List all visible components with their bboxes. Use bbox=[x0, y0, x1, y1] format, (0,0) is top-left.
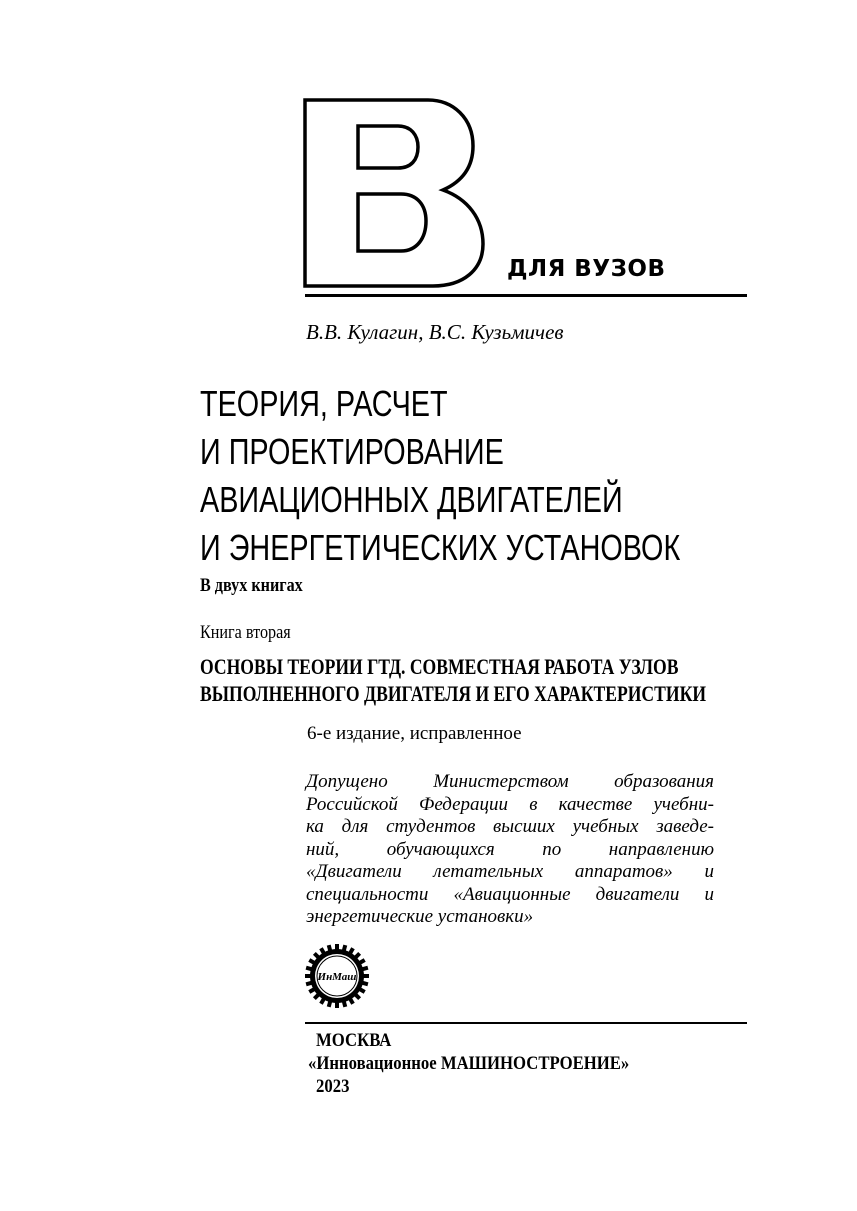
title-line: АВИАЦИОННЫХ ДВИГАТЕЛЕЙ bbox=[200, 479, 623, 520]
approval-line: специальности «Авиационные двигатели и bbox=[306, 883, 714, 905]
book-number: Книга вторая bbox=[200, 622, 291, 643]
subtitle-line: ОСНОВЫ ТЕОРИИ ГТД. СОВМЕСТНАЯ РАБОТА УЗЛОВ bbox=[200, 654, 679, 679]
approval-line: Допущено Министерством образования bbox=[306, 771, 714, 792]
series-label: ДЛЯ ВУЗОВ bbox=[507, 256, 666, 282]
divider-top bbox=[305, 294, 747, 297]
books-count: В двух книгах bbox=[200, 575, 303, 596]
approval-line: Российской Федерации в качестве учебни- bbox=[306, 793, 714, 815]
imprint bbox=[308, 1029, 673, 1098]
book-subtitle bbox=[200, 653, 833, 707]
title-line: И ПРОЕКТИРОВАНИЕ bbox=[200, 431, 504, 472]
approval-line: ний, обучающихся по направлению bbox=[306, 838, 714, 860]
approval-note bbox=[306, 771, 714, 929]
imprint-city: МОСКВА bbox=[316, 1030, 392, 1051]
divider-bottom bbox=[305, 1022, 747, 1024]
approval-line: «Двигатели летательных аппаратов» и bbox=[306, 861, 714, 882]
emblem-text: ИнМаш bbox=[317, 971, 357, 983]
book-title bbox=[200, 380, 800, 572]
gear-emblem-icon bbox=[304, 943, 370, 1009]
approval-line: энергетические установки» bbox=[306, 906, 534, 927]
title-line: ТЕОРИЯ, РАСЧЕТ bbox=[200, 383, 448, 424]
imprint-year: 2023 bbox=[316, 1076, 350, 1097]
subtitle-line: ВЫПОЛНЕННОГО ДВИГАТЕЛЯ И ЕГО ХАРАКТЕРИСТИКИ bbox=[200, 681, 707, 706]
authors: В.В. Кулагин, В.С. Кузьмичев bbox=[306, 320, 564, 344]
edition: 6-е издание, исправленное bbox=[307, 723, 522, 744]
series-logo-icon bbox=[303, 98, 493, 288]
title-line: И ЭНЕРГЕТИЧЕСКИХ УСТАНОВОК bbox=[200, 527, 681, 568]
approval-line: ка для студентов высших учебных заведе- bbox=[306, 816, 714, 837]
imprint-publisher: «Инновационное МАШИНОСТРОЕНИЕ» bbox=[308, 1053, 630, 1074]
